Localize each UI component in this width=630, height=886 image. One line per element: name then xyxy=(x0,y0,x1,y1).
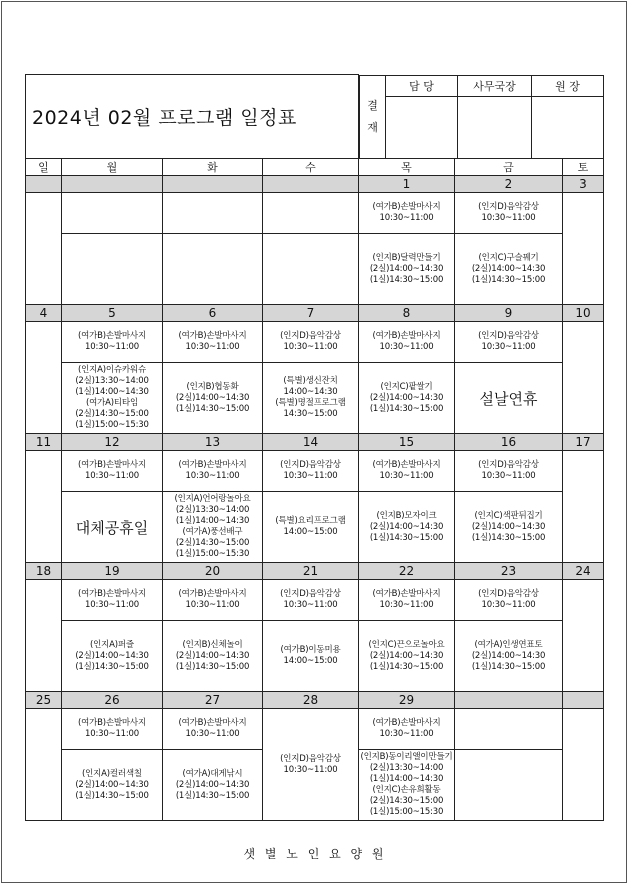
signature-box[interactable] xyxy=(532,96,604,158)
morning-program-cell: (인지D)음악감상 10:30~11:00 xyxy=(455,580,563,621)
morning-program-cell: (여가B)손발마사지 10:30~11:00 xyxy=(359,580,455,621)
weekend-cell xyxy=(26,322,62,434)
weekday-header: 목 xyxy=(359,159,455,176)
date-number: 18 xyxy=(26,563,62,580)
morning-program-cell: (인지D)음악감상 10:30~11:00 xyxy=(263,451,359,492)
afternoon-program-cell: (인지C)끈으로놀아요 (2실)14:00~14:30 (1실)14:30~15:00 xyxy=(359,621,455,692)
afternoon-program-cell: (인지A)퍼즐 (2실)14:00~14:30 (1실)14:30~15:00 xyxy=(62,621,163,692)
signature-box[interactable] xyxy=(386,96,458,158)
afternoon-program-cell: (인지B)동이리앨이만들기 (2실)13:30~14:00 (1실)14:00~14:30 (인지C)손유희활동 (2실)14:30~15:00 (1실)15:00~15:30 xyxy=(359,750,455,821)
date-number: 19 xyxy=(62,563,163,580)
afternoon-program-cell: (인지B)협동화 (2실)14:00~14:30 (1실)14:30~15:00 xyxy=(163,363,263,434)
date-number: 27 xyxy=(163,692,263,709)
date-number: 21 xyxy=(263,563,359,580)
date-number: 26 xyxy=(62,692,163,709)
date-number: 9 xyxy=(455,305,563,322)
date-number: 8 xyxy=(359,305,455,322)
weekend-cell xyxy=(26,193,62,305)
date-number xyxy=(26,176,62,193)
weekday-header: 화 xyxy=(163,159,263,176)
morning-program-cell: (여가B)손발마사지 10:30~11:00 xyxy=(163,580,263,621)
morning-program-cell: (인지D)음악감상 10:30~11:00 xyxy=(263,580,359,621)
date-number: 1 xyxy=(359,176,455,193)
date-number: 6 xyxy=(163,305,263,322)
schedule-table xyxy=(25,74,604,159)
afternoon-program-cell: (특별)요리프로그램 14:00~15:00 xyxy=(263,492,359,563)
date-number: 24 xyxy=(563,563,604,580)
morning-program-cell: (인지D)음악감상 10:30~11:00 xyxy=(455,451,563,492)
afternoon-program-cell xyxy=(455,750,563,821)
date-number: 29 xyxy=(359,692,455,709)
weekday-header: 월 xyxy=(62,159,163,176)
afternoon-program-cell xyxy=(163,234,263,305)
morning-program-cell: (여가B)손발마사지 10:30~11:00 xyxy=(163,322,263,363)
date-number: 22 xyxy=(359,563,455,580)
morning-program-cell: (여가B)손발마사지 10:30~11:00 xyxy=(62,580,163,621)
afternoon-program-cell: (여가B)이동미용 14:00~15:00 xyxy=(263,621,359,692)
morning-program-cell: (여가B)손발마사지 10:30~11:00 xyxy=(62,709,163,750)
date-number xyxy=(455,692,563,709)
afternoon-program-cell: (인지B)달력만들기 (2실)14:00~14:30 (1실)14:30~15:00 xyxy=(359,234,455,305)
date-number xyxy=(563,692,604,709)
afternoon-program-cell: (여가A)인생연표토 (2실)14:00~14:30 (1실)14:30~15:00 xyxy=(455,621,563,692)
date-number: 28 xyxy=(263,692,359,709)
morning-program-cell xyxy=(455,709,563,750)
weekend-cell xyxy=(563,322,604,434)
weekday-header: 수 xyxy=(263,159,359,176)
page-title: 2024년 02월 프로그램 일정표 xyxy=(26,75,359,159)
date-number: 2 xyxy=(455,176,563,193)
date-number xyxy=(163,176,263,193)
weekday-header: 금 xyxy=(455,159,563,176)
afternoon-program-cell: (인지C)색판뒤집기 (2실)14:00~14:30 (1실)14:30~15:00 xyxy=(455,492,563,563)
program-cell: (인지D)음악감상 10:30~11:00 xyxy=(263,709,359,821)
morning-program-cell: (여가B)손발마사지 10:30~11:00 xyxy=(359,322,455,363)
weekend-cell xyxy=(563,451,604,563)
morning-program-cell xyxy=(62,193,163,234)
weekday-header: 토 xyxy=(563,159,604,176)
date-number: 7 xyxy=(263,305,359,322)
date-number xyxy=(62,176,163,193)
afternoon-program-cell: (여가A)대게낚시 (2실)14:00~14:30 (1실)14:30~15:00 xyxy=(163,750,263,821)
date-number: 20 xyxy=(163,563,263,580)
date-number: 25 xyxy=(26,692,62,709)
weekend-cell xyxy=(26,451,62,563)
date-number: 12 xyxy=(62,434,163,451)
weekend-cell xyxy=(563,709,604,821)
morning-program-cell: (인지D)음악감상 10:30~11:00 xyxy=(263,322,359,363)
afternoon-program-cell: (인지B)신체놀이 (2실)14:00~14:30 (1실)14:30~15:00 xyxy=(163,621,263,692)
holiday-label: 대체공휴일 xyxy=(62,492,163,563)
morning-program-cell: (인지D)음악감상 10:30~11:00 xyxy=(455,193,563,234)
afternoon-program-cell: (특별)생신잔치 14:00~14:30 (특별)명절프로그램 14:30~15:00 xyxy=(263,363,359,434)
weekday-header: 일 xyxy=(26,159,62,176)
morning-program-cell xyxy=(163,193,263,234)
date-number: 4 xyxy=(26,305,62,322)
date-number: 13 xyxy=(163,434,263,451)
signature-box[interactable] xyxy=(458,96,532,158)
date-number: 14 xyxy=(263,434,359,451)
approver-director: 사무국장 xyxy=(458,75,532,96)
morning-program-cell: (여가B)손발마사지 10:30~11:00 xyxy=(163,709,263,750)
morning-program-cell: (여가B)손발마사지 10:30~11:00 xyxy=(62,451,163,492)
date-number: 15 xyxy=(359,434,455,451)
afternoon-program-cell: (인지C)구슬꿰기 (2실)14:00~14:30 (1실)14:30~15:00 xyxy=(455,234,563,305)
morning-program-cell: (여가B)손발마사지 10:30~11:00 xyxy=(359,193,455,234)
date-number: 11 xyxy=(26,434,62,451)
date-number: 16 xyxy=(455,434,563,451)
afternoon-program-cell xyxy=(62,234,163,305)
morning-program-cell: (여가B)손발마사지 10:30~11:00 xyxy=(359,709,455,750)
date-number: 5 xyxy=(62,305,163,322)
holiday-label: 설날연휴 xyxy=(455,363,563,434)
afternoon-program-cell: (인지A)컬러색칠 (2실)14:00~14:30 (1실)14:30~15:00 xyxy=(62,750,163,821)
approver-staff: 담 당 xyxy=(386,75,458,96)
calendar-grid xyxy=(25,158,604,821)
approval-label: 결 재 xyxy=(360,75,386,158)
afternoon-program-cell: (인지A)이슈카워슈 (2실)13:30~14:00 (1실)14:00~14:30 (여가A)티타임 (2실)14:30~15:00 (1실)15:00~15:30 xyxy=(62,363,163,434)
afternoon-program-cell: (인지B)모자이크 (2실)14:00~14:30 (1실)14:30~15:00 xyxy=(359,492,455,563)
afternoon-program-cell: (인지C)팥쌀기 (2실)14:00~14:30 (1실)14:30~15:00 xyxy=(359,363,455,434)
approval-block xyxy=(359,75,604,159)
weekend-cell xyxy=(563,580,604,692)
weekend-cell xyxy=(563,193,604,305)
date-number: 17 xyxy=(563,434,604,451)
morning-program-cell: (여가B)손발마사지 10:30~11:00 xyxy=(163,451,263,492)
weekend-cell xyxy=(26,580,62,692)
morning-program-cell: (여가B)손발마사지 10:30~11:00 xyxy=(359,451,455,492)
morning-program-cell xyxy=(263,193,359,234)
morning-program-cell: (인지D)음악감상 10:30~11:00 xyxy=(455,322,563,363)
date-number: 10 xyxy=(563,305,604,322)
date-number xyxy=(263,176,359,193)
date-number: 3 xyxy=(563,176,604,193)
weekend-cell xyxy=(26,709,62,821)
approver-head: 원 장 xyxy=(532,75,604,96)
morning-program-cell: (여가B)손발마사지 10:30~11:00 xyxy=(62,322,163,363)
date-number: 23 xyxy=(455,563,563,580)
afternoon-program-cell: (인지A)언어랑놀아요 (2실)13:30~14:00 (1실)14:00~14:30 (여가A)풍선배구 (2실)14:30~15:00 (1실)15:00~15:30 xyxy=(163,492,263,563)
organization-name: 샛 별 노 인 요 양 원 xyxy=(243,847,387,861)
afternoon-program-cell xyxy=(263,234,359,305)
